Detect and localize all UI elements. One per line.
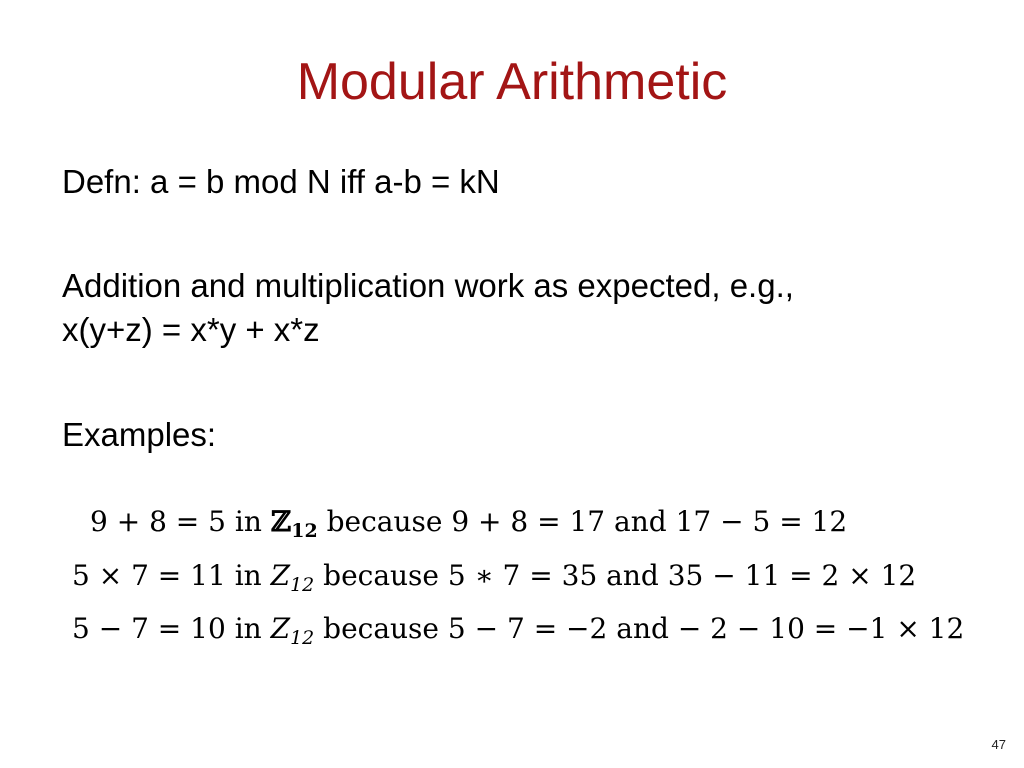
example-line-3	[72, 611, 964, 647]
and-word: and	[616, 612, 669, 645]
addition-text	[62, 264, 794, 352]
reason-part-2: 35 − 11 = 2 × 12	[667, 559, 917, 592]
and-word: and	[614, 505, 667, 538]
set-subscript: 12	[291, 520, 318, 542]
in-word: in	[234, 559, 262, 592]
reason-part-2: − 2 − 10 = −1 × 12	[677, 612, 965, 645]
example-line-2	[72, 558, 916, 594]
reason-part-1: 5 ∗ 7 = 35	[447, 559, 598, 592]
addition-line-1: Addition and multiplication work as expected, e.g.,	[62, 267, 794, 304]
set-subscript: 12	[290, 627, 315, 649]
slide-title: Modular Arithmetic	[296, 53, 728, 111]
reason-part-2: 17 − 5 = 12	[675, 505, 848, 538]
set-symbol: $Z_{12}$	[270, 612, 315, 649]
example-equation: 5 − 7 = 10	[72, 612, 226, 645]
reason-part-1: 9 + 8 = 17	[451, 505, 606, 538]
because-word: because	[323, 612, 439, 645]
examples-label: Examples:	[62, 416, 217, 453]
because-word: because	[326, 505, 443, 538]
in-word: in	[234, 612, 262, 645]
page-number: 47	[991, 737, 1006, 752]
definition-text: Defn: a = b mod N iff a-b = kN	[62, 163, 500, 200]
reason-part-1: 5 − 7 = −2	[447, 612, 608, 645]
set-symbol: ℤ$_{12}$	[270, 505, 318, 542]
set-symbol: $Z_{12}$	[270, 559, 315, 596]
in-word: in	[234, 505, 262, 538]
example-equation: 9 + 8 = 5	[90, 505, 226, 538]
because-word: because	[323, 559, 439, 592]
set-subscript: 12	[290, 574, 315, 596]
and-word: and	[606, 559, 659, 592]
addition-line-2: x(y+z) = x*y + x*z	[62, 311, 320, 348]
example-line-1	[90, 504, 847, 540]
example-equation: 5 × 7 = 11	[72, 559, 226, 592]
